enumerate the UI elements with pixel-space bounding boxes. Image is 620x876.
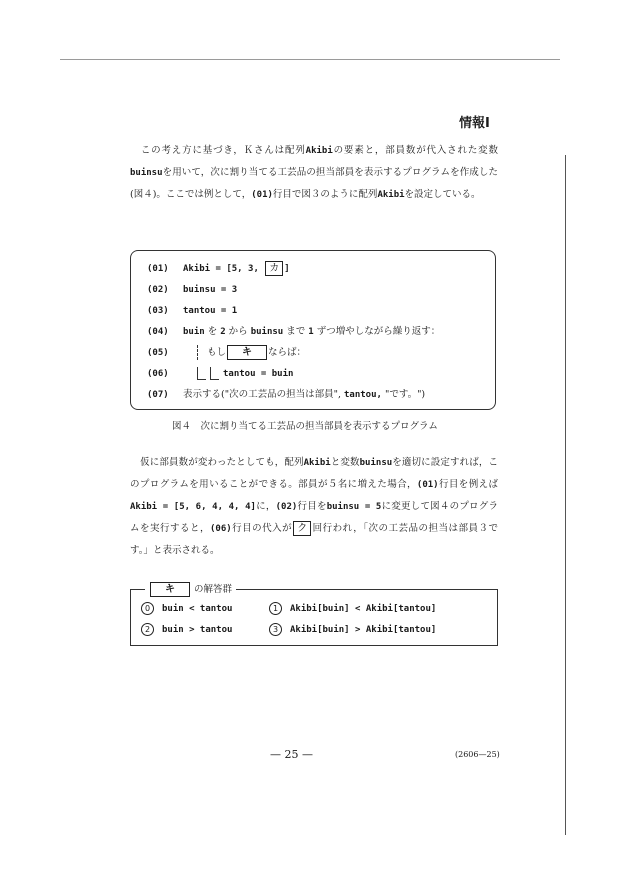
choice-1[interactable]: 1 Akibi[buin] < Akibi[tantou] [269, 602, 436, 615]
right-margin-rule [565, 155, 566, 835]
page-number: — 25 — [270, 748, 313, 761]
code-line-01: (01) Akibi = [5, 3, カ ] [147, 263, 290, 274]
code-line-07: (07) 表示する("次の工芸品の担当は部員", tantou, "です。") [147, 389, 426, 400]
code-line-04: (04) buin を 2 から buinsu まで 1 ずつ増やしながら繰り返す： [147, 326, 441, 337]
code-line-06: (06) tantou = buin [147, 369, 294, 379]
blank-ka-box: カ [265, 261, 283, 276]
if-indent-corner [210, 367, 219, 380]
subject-header: 情報Ⅰ [459, 116, 490, 131]
body-paragraph: 仮に部員数が変わったとしても，配列Akibiと変数buinsuを適切に設定すれば，このプログラムを用いることができる。部員が５名に増えた場合，(01)行目を例えばAkibi = [5, 6, 4, 4, 4]に，(02)行目をbuinsu = 5に変更して図４のプログラムを実行すると，(06)行目の代入が ク 回行われ，「次の工芸品の担当は部員３です。」と表示される。 [130, 457, 498, 556]
circled-number-icon: 0 [141, 602, 154, 615]
top-rule [60, 59, 560, 60]
code-line-02: (02) buinsu = 3 [147, 285, 238, 295]
figure-caption: 図４ 次に割り当てる工芸品の担当部員を表示するプログラム [172, 421, 438, 432]
choice-3[interactable]: 3 Akibi[buin] > Akibi[tantou] [269, 623, 436, 636]
program-box [130, 250, 496, 410]
circled-number-icon: 3 [269, 623, 282, 636]
intro-paragraph: この考え方に基づき，Ｋさんは配列Akibiの要素と，部員数が代入された変数buinsuを用いて，次に割り当てる工芸品の担当部員を表示するプログラムを作成した(図４)。ここでは例として，(01)行目で図３のように配列Akibiを設定している。 [130, 145, 498, 200]
code-line-03: (03) tantou = 1 [147, 306, 238, 316]
answer-choices-box [130, 584, 498, 646]
circled-number-icon: 1 [269, 602, 282, 615]
blank-ki-box: キ [227, 345, 267, 360]
choice-2[interactable]: 2 buin > tantou [141, 623, 232, 636]
code-line-05: (05) もし キ ならば： [147, 347, 307, 358]
circled-number-icon: 2 [141, 623, 154, 636]
choice-0[interactable]: 0 buin < tantou [141, 602, 232, 615]
choices-ki-box: キ [150, 582, 190, 597]
loop-indent-corner [197, 367, 206, 380]
choices-header: キ の解答群 [145, 581, 236, 597]
loop-indent-bar [197, 345, 199, 360]
blank-ku-box: ク [293, 521, 311, 536]
page-code: (2606—25) [455, 750, 500, 759]
